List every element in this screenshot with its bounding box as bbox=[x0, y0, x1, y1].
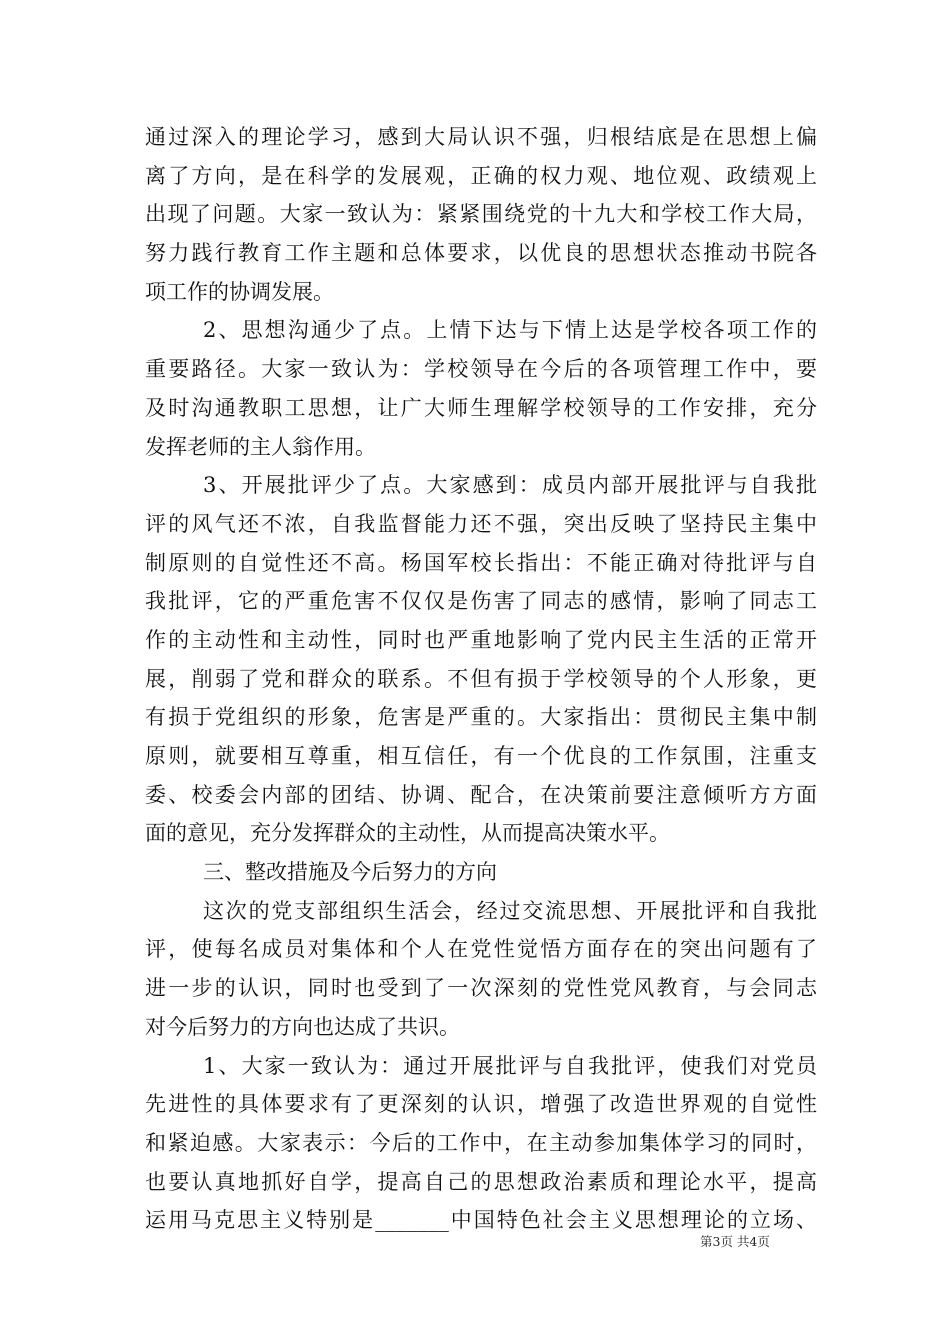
text-line: 及时沟通教职工思想，让广大师生理解学校领导的工作安排，充分 bbox=[145, 395, 817, 420]
text-line: 这次的党支部组织生活会，经过交流思想、开展批评和自我批 bbox=[203, 898, 817, 923]
text-line: 通过深入的理论学习，感到大局认识不强，归根结底是在思想上偏 bbox=[145, 125, 817, 149]
text-line: 1、大家一致认为：通过开展批评与自我批评，使我们对党员 bbox=[203, 1053, 817, 1078]
text-line: 委、校委会内部的团结、协调、配合，在决策前要注意倾听方方面 bbox=[145, 782, 817, 807]
text-line: 发挥老师的主人翁作用。 bbox=[145, 434, 376, 459]
text-line: 进一步的认识，同时也受到了一次深刻的党性党风教育，与会同志 bbox=[145, 976, 817, 1001]
text-line: 出现了问题。大家一致认为：紧紧围绕党的十九大和学校工作大局， bbox=[145, 202, 817, 227]
text-line: 作的主动性和主动性，同时也严重地影响了党内民主生活的正常开 bbox=[145, 627, 817, 652]
text-line: 3、开展批评少了点。大家感到：成员内部开展批评与自我批 bbox=[203, 473, 817, 498]
page-number: 第3页 共4页 bbox=[700, 1234, 770, 1249]
text-line: 有损于党组织的形象，危害是严重的。大家指出：贯彻民主集中制 bbox=[145, 705, 817, 730]
text-line: 也要认真地抓好自学，提高自己的思想政治素质和理论水平，提高 bbox=[145, 1169, 817, 1194]
text-line: 重要路径。大家一致认为：学校领导在今后的各项管理工作中，要 bbox=[145, 357, 817, 382]
text-line: 项工作的协调发展。 bbox=[145, 279, 334, 304]
text-line: 原则，就要相互尊重，相互信任，有一个优良的工作氛围，注重支 bbox=[145, 744, 817, 768]
text-line: 展，削弱了党和群众的联系。不但有损于学校领导的个人形象，更 bbox=[145, 666, 817, 691]
text-line: 我批评，它的严重危害不仅仅是伤害了同志的感情，影响了同志工 bbox=[145, 589, 817, 614]
text-line: 三、整改措施及今后努力的方向 bbox=[203, 860, 497, 885]
text-line: 努力践行教育工作主题和总体要求，以优良的思想状态推动书院各 bbox=[145, 241, 817, 266]
text-line: 先进性的具体要求有了更深刻的认识，增强了改造世界观的自觉性 bbox=[145, 1092, 817, 1117]
text-line: 评，使每名成员对集体和个人在党性觉悟方面存在的突出问题有了 bbox=[145, 937, 817, 962]
text-line: 对今后努力的方向也达成了共识。 bbox=[145, 1014, 460, 1039]
text-line: 评的风气还不浓，自我监督能力还不强，突出反映了坚持民主集中 bbox=[145, 511, 817, 536]
text-line: 运用马克思主义特别是_______中国特色社会主义思想理论的立场、 bbox=[145, 1208, 817, 1233]
text-line: 离了方向，是在科学的发展观，正确的权力观、地位观、政绩观上 bbox=[145, 163, 817, 188]
text-line: 面的意见，充分发挥群众的主动性，从而提高决策水平。 bbox=[145, 821, 670, 846]
text-line: 制原则的自觉性还不高。杨国军校长指出：不能正确对待批评与自 bbox=[145, 550, 817, 575]
text-line: 2、思想沟通少了点。上情下达与下情上达是学校各项工作的 bbox=[203, 318, 817, 343]
document-body bbox=[145, 118, 817, 1240]
text-line: 和紧迫感。大家表示：今后的工作中，在主动参加集体学习的同时， bbox=[145, 1130, 817, 1155]
